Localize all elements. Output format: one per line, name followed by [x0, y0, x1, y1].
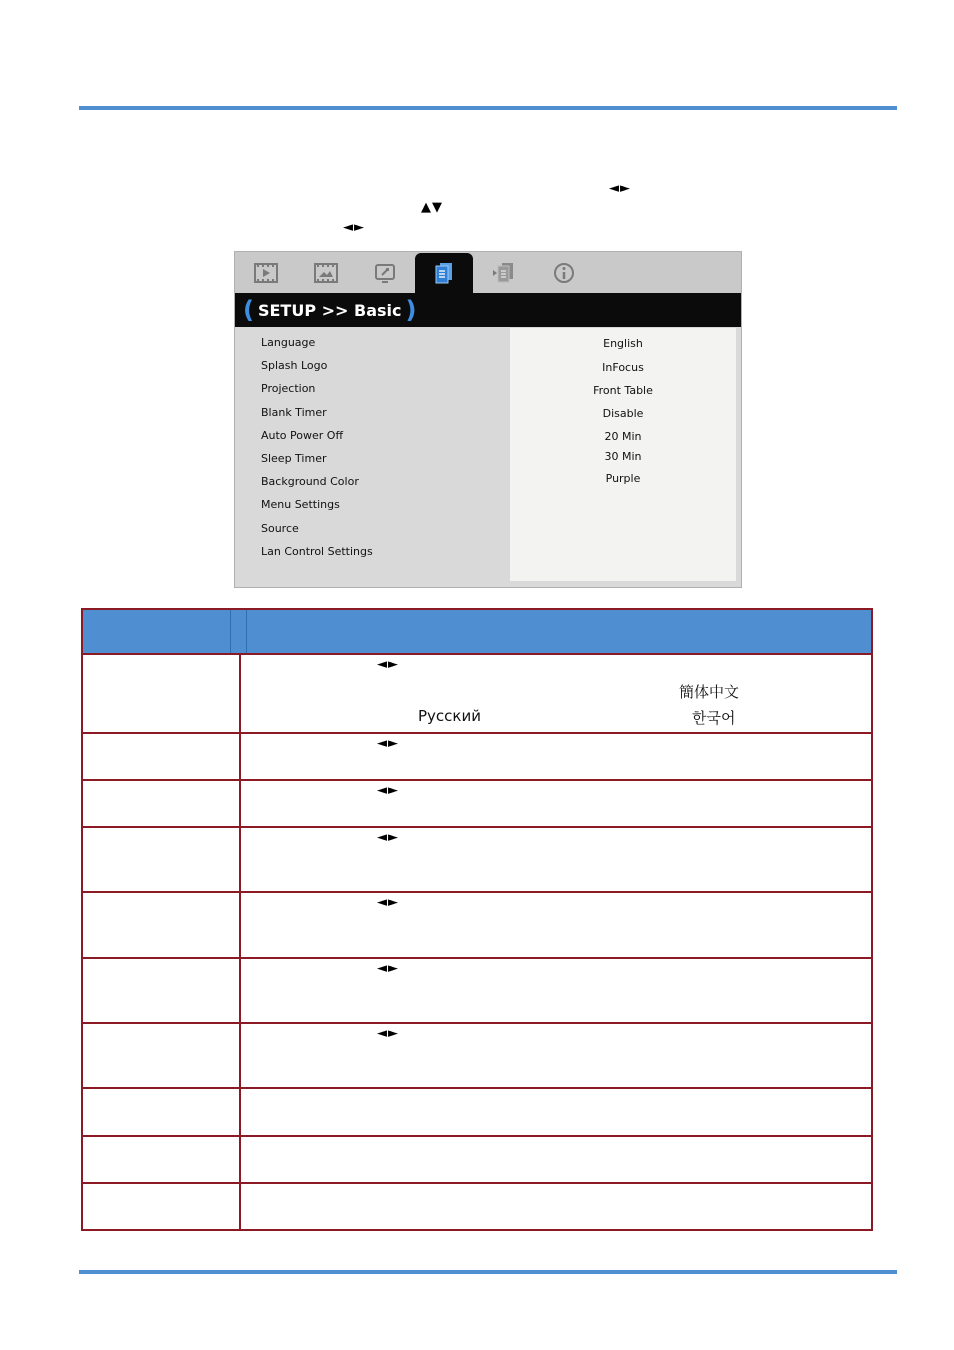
up-down-arrows: ▲▼ — [421, 200, 443, 215]
top-rule — [79, 106, 897, 110]
osd-item-list — [261, 335, 373, 567]
language-sample-korean: 한국어 — [692, 709, 736, 727]
tab-picture[interactable] — [246, 256, 286, 289]
value-sleep-timer[interactable]: 30 Min — [604, 450, 642, 463]
menu-item-language[interactable]: Language — [261, 336, 316, 349]
osd-title: SETUP >> Basic — [257, 300, 402, 320]
osd-value-panel — [510, 328, 736, 581]
left-right-arrows: ◄► — [377, 736, 399, 751]
menu-item-projection[interactable]: Projection — [261, 382, 316, 396]
setup-advanced-tab-icon — [491, 261, 517, 285]
value-splash-logo[interactable]: InFocus — [602, 361, 644, 374]
menu-item-sleep-timer[interactable]: Sleep Timer — [261, 451, 327, 465]
table-header — [83, 610, 871, 655]
osd-tab-bar — [235, 252, 741, 293]
display-tab-icon — [372, 261, 398, 285]
menu-item-splash-logo[interactable]: Splash Logo — [261, 359, 328, 373]
language-sample-chinese: 簡体中文 — [679, 683, 740, 701]
tab-info[interactable] — [544, 256, 584, 289]
menu-item-source[interactable]: Source — [261, 521, 299, 535]
left-right-arrows: ◄► — [343, 220, 365, 235]
title-open-paren: ( — [243, 296, 254, 324]
title-close-paren: ) — [405, 296, 417, 324]
menu-item-menu-settings[interactable]: Menu Settings — [261, 498, 340, 512]
table-row-lan-control-settings — [83, 1184, 871, 1229]
image-tab-icon — [313, 261, 339, 285]
value-projection[interactable]: Front Table — [593, 384, 653, 397]
setup-tab-icon — [431, 261, 457, 285]
menu-item-auto-power-off[interactable]: Auto Power Off — [261, 428, 344, 442]
osd-menu — [234, 251, 742, 588]
value-background-color[interactable]: Purple — [605, 472, 641, 485]
left-right-arrows: ◄► — [377, 783, 399, 798]
table-row-projection — [83, 781, 871, 828]
picture-tab-icon — [253, 261, 279, 285]
table-row-source — [83, 1137, 871, 1184]
left-right-arrows: ◄► — [377, 830, 399, 845]
table-row-sleep-timer — [83, 959, 871, 1024]
table-row-auto-power-off — [83, 893, 871, 959]
left-right-arrows: ◄► — [377, 961, 399, 976]
menu-item-blank-timer[interactable]: Blank Timer — [261, 405, 327, 419]
table-row-background-color — [83, 1024, 871, 1089]
tab-setup-advanced[interactable] — [484, 256, 524, 289]
menu-item-lan-control-settings[interactable]: Lan Control Settings — [261, 544, 373, 558]
left-right-arrows: ◄► — [609, 181, 631, 196]
value-language[interactable]: English — [603, 337, 643, 350]
tab-display[interactable] — [365, 256, 405, 289]
language-sample-russian: Русский — [418, 707, 481, 725]
value-auto-power-off[interactable]: 20 Min — [604, 430, 642, 443]
settings-table — [81, 608, 873, 1231]
value-blank-timer[interactable]: Disable — [602, 407, 644, 420]
left-right-arrows: ◄► — [377, 1026, 399, 1041]
menu-item-background-color[interactable]: Background Color — [261, 475, 359, 489]
table-row-splash-logo — [83, 734, 871, 781]
table-row-language — [83, 655, 871, 734]
osd-title-bar — [235, 293, 741, 327]
tab-setup[interactable] — [415, 253, 473, 293]
left-right-arrows: ◄► — [377, 895, 399, 910]
table-row-blank-timer — [83, 828, 871, 893]
tab-image[interactable] — [306, 256, 346, 289]
table-row-menu-settings — [83, 1089, 871, 1137]
info-tab-icon — [551, 261, 577, 285]
left-right-arrows: ◄► — [377, 657, 399, 672]
bottom-rule — [79, 1270, 897, 1274]
